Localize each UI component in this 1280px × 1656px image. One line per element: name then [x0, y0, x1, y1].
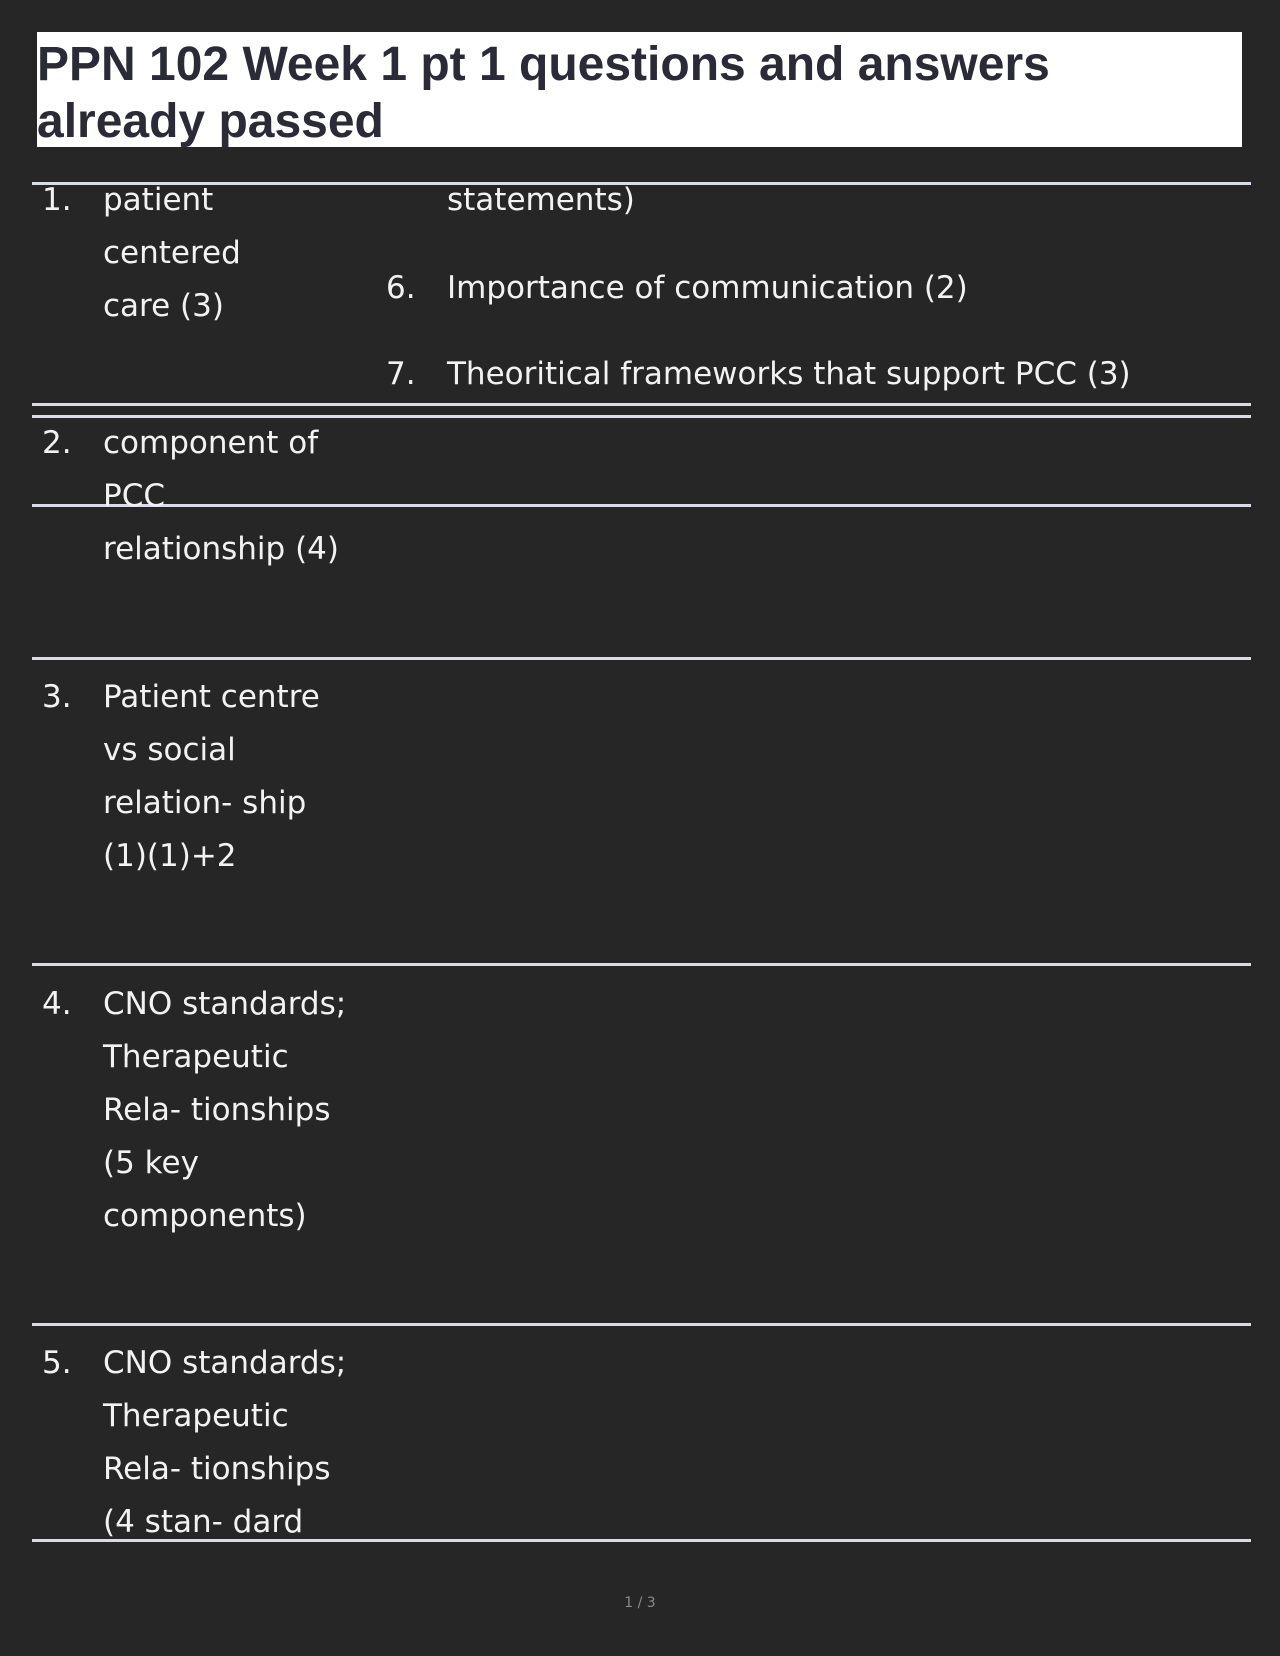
document-title: [37, 32, 1242, 150]
question-text-line: components): [103, 1198, 307, 1234]
question-text-line: patient: [103, 182, 214, 218]
question-text-line: care (3): [103, 288, 224, 324]
question-text-line: relation- ship: [103, 785, 307, 821]
question-text: Importance of communication (2): [447, 270, 968, 306]
question-number: 1.: [42, 182, 72, 218]
question-number: 2.: [42, 425, 72, 461]
document-title-box: [37, 32, 1242, 147]
question-text-line: PCC: [103, 478, 165, 514]
divider: [32, 1323, 1251, 1326]
question-text-line: Patient centre: [103, 679, 320, 715]
question-text-line: relationship (4): [103, 531, 339, 567]
question-text-line: Rela- tionships: [103, 1092, 331, 1128]
question-text-line: vs social: [103, 732, 236, 768]
document-title-line-2: already passed: [37, 95, 384, 148]
question-text-line: Therapeutic: [103, 1398, 289, 1434]
question-text-line: CNO standards;: [103, 986, 347, 1022]
question-text-line: (4 stan- dard: [103, 1504, 304, 1540]
divider: [32, 963, 1251, 966]
divider: [32, 657, 1251, 660]
divider: [32, 403, 1251, 406]
question-text-line: centered: [103, 235, 241, 271]
question-number: 4.: [42, 986, 72, 1022]
right-column-continuation: statements): [447, 182, 635, 218]
question-number: 5.: [42, 1345, 72, 1381]
question-number: 3.: [42, 679, 72, 715]
page-indicator: 1 / 3: [624, 1595, 656, 1611]
question-text-line: (1)(1)+2: [103, 838, 237, 874]
question-text-line: component of: [103, 425, 319, 461]
document-title-line-1: PPN 102 Week 1 pt 1 questions and answers: [37, 38, 1050, 91]
question-number: 6.: [386, 270, 416, 306]
question-text-line: CNO standards;: [103, 1345, 347, 1381]
question-text-line: (5 key: [103, 1145, 199, 1181]
question-text-line: Rela- tionships: [103, 1451, 331, 1487]
question-text-line: Therapeutic: [103, 1039, 289, 1075]
question-number: 7.: [386, 356, 416, 392]
question-text: Theoritical frameworks that support PCC (3): [447, 356, 1131, 392]
